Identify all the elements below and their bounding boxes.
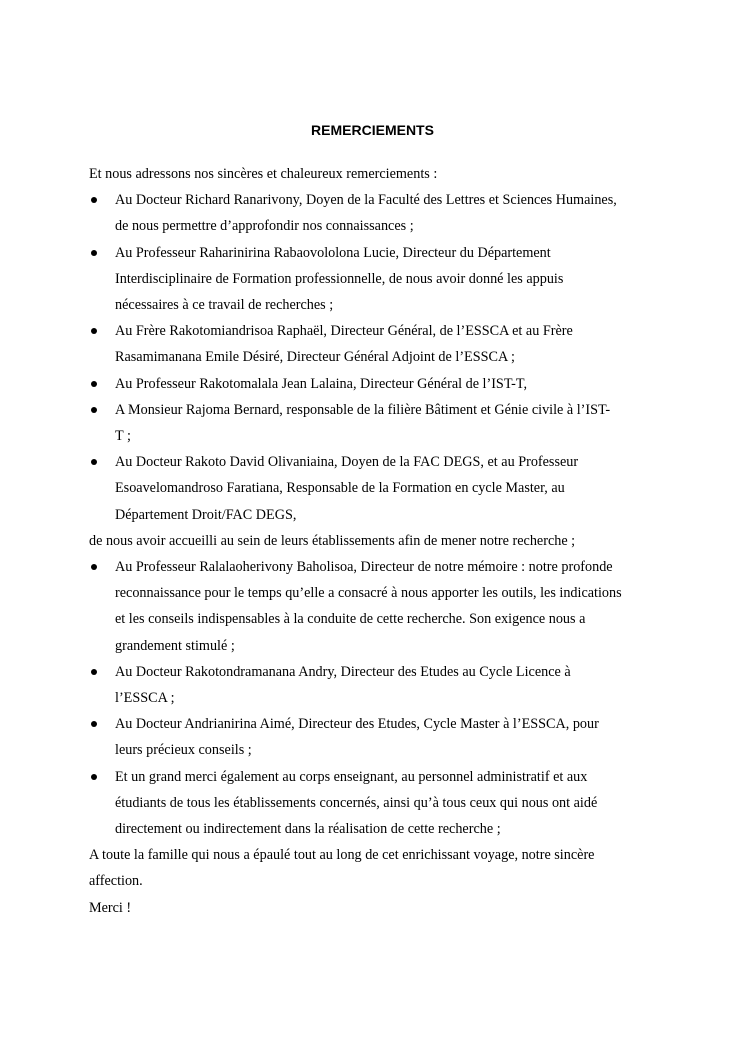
list-item [89,711,669,763]
closing-line: affection. [89,873,143,890]
list-item-line: Au Docteur Rakoto David Olivaniaina, Doyen de la FAC DEGS, et au Professeur [115,454,579,471]
intro-paragraph: Et nous adressons nos sincères et chaleureux remerciements : [89,166,438,182]
list-item-line: et les conseils indispensables à la conduite de cette recherche. Son exigence nous a [115,611,586,628]
list-item-line: Au Docteur Rakotondramanana Andry, Directeur des Etudes au Cycle Licence à [115,663,571,680]
bullet-icon [91,407,97,413]
list-item-line: Au Docteur Richard Ranarivony, Doyen de la Faculté des Lettres et Sciences Humaines, [115,192,617,209]
document-body [89,161,669,921]
middle-paragraph: de nous avoir accueilli au sein de leurs établissements afin de mener notre recherche ; [89,532,576,549]
list-item [89,371,669,397]
list-item-line: T ; [115,428,131,445]
list-item-line: Au Professeur Ralalaoherivony Baholisoa, Directeur de notre mémoire : notre profonde [115,559,613,576]
bullet-icon [91,669,97,675]
list-item [89,187,669,239]
list-item [89,240,669,319]
list-item-line: étudiants de tous les établissements concernés, ainsi qu’à tous ceux qui nous ont aidé [115,794,598,811]
list-item [89,659,669,711]
list-item-line: directement ou indirectement dans la réalisation de cette recherche ; [115,821,501,838]
list-item-line: Au Professeur Rakotomalala Jean Lalaina, Directeur Général de l’IST-T, [115,375,528,392]
bullet-icon [91,250,97,256]
bullet-icon [91,721,97,727]
closing-line: A toute la famille qui nous a épaulé tout au long de cet enrichissant voyage, notre sincère [89,847,595,864]
page-title: REMERCIEMENTS [311,122,434,138]
closing-paragraph [89,842,669,894]
bullet-icon [91,774,97,780]
acknowledgement-list-1 [89,187,669,528]
list-item-line: Au Frère Rakotomiandrisoa Raphaël, Directeur Général, de l’ESSCA et au Frère [115,323,573,340]
bullet-icon [91,328,97,334]
bullet-icon [91,564,97,570]
list-item-line: Au Professeur Raharinirina Rabaovololona Lucie, Directeur du Département [115,244,551,261]
list-item-line: l’ESSCA ; [115,690,175,707]
list-item-line: Interdisciplinaire de Formation professionnelle, de nous avoir donné les appuis [115,270,564,287]
bullet-icon [91,459,97,465]
list-item [89,318,669,370]
list-item-line: nécessaires à ce travail de recherches ; [115,297,334,314]
list-item-line: leurs précieux conseils ; [115,742,252,759]
list-item [89,397,669,449]
bullet-icon [91,197,97,203]
list-item-line: Esoavelomandroso Faratiana, Responsable de la Formation en cycle Master, au [115,480,565,497]
list-item [89,764,669,843]
list-item-line: grandement stimulé ; [115,637,235,654]
list-item-line: Rasamimanana Emile Désiré, Directeur Général Adjoint de l’ESSCA ; [115,349,515,366]
list-item-line: de nous permettre d’approfondir nos connaissances ; [115,218,414,235]
acknowledgement-list-2 [89,554,669,842]
list-item-line: Département Droit/FAC DEGS, [115,506,297,523]
signoff: Merci ! [89,899,132,916]
list-item-line: Et un grand merci également au corps enseignant, au personnel administratif et aux [115,768,588,785]
list-item [89,449,669,528]
list-item-line: Au Docteur Andrianirina Aimé, Directeur des Etudes, Cycle Master à l’ESSCA, pour [115,716,599,733]
list-item-line: reconnaissance pour le temps qu’elle a consacré à nous apporter les outils, les indications [115,585,622,602]
list-item-line: A Monsieur Rajoma Bernard, responsable de la filière Bâtiment et Génie civile à l’IST- [115,401,611,418]
list-item [89,554,669,659]
bullet-icon [91,381,97,387]
